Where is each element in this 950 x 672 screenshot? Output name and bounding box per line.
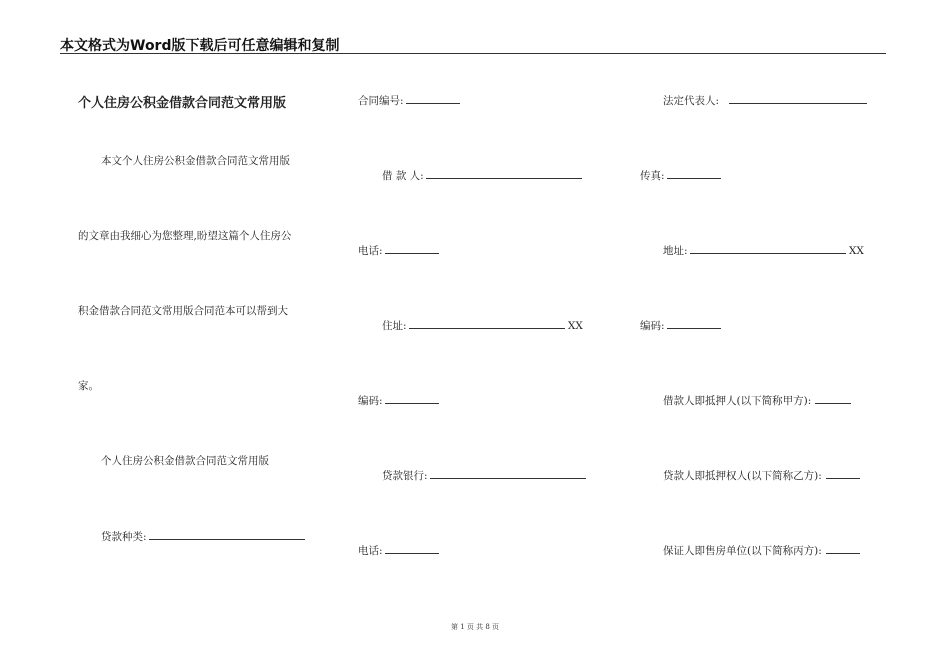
phone-field-2 xyxy=(358,543,439,558)
postcode-label-1: 编码: xyxy=(358,395,383,407)
intro-paragraph-line-2: 的文章由我细心为您整理,盼望这篇个人住房公 xyxy=(78,230,292,242)
intro-paragraph-line-1: 本文个人住房公积金借款合同范文常用版 xyxy=(101,155,290,167)
postcode-label-2: 编码: xyxy=(640,320,665,332)
guarantor-label: 保证人即售房单位(以下简称丙方): xyxy=(663,545,822,557)
borrower-label: 借 款 人: xyxy=(382,170,424,182)
contract-number-label: 合同编号: xyxy=(358,95,404,107)
legal-rep-field xyxy=(663,93,867,108)
contract-number-blank xyxy=(406,93,460,104)
fax-label: 传真: xyxy=(640,170,665,182)
residence-field xyxy=(382,318,583,333)
guarantor-field xyxy=(663,543,860,558)
document-title: 个人住房公积金借款合同范文常用版 xyxy=(78,96,287,111)
phone-label-2: 电话: xyxy=(358,545,383,557)
phone-blank-2 xyxy=(385,543,439,554)
loan-type-blank xyxy=(149,529,305,540)
loan-type-field xyxy=(101,529,305,544)
address-label: 地址: xyxy=(663,245,688,257)
postcode-field-2 xyxy=(640,318,721,333)
intro-paragraph-line-4: 家。 xyxy=(78,380,99,392)
borrower-field xyxy=(382,168,582,183)
lending-bank-field xyxy=(382,468,586,483)
postcode-field-1 xyxy=(358,393,439,408)
contract-number-field xyxy=(358,93,460,108)
legal-rep-label: 法定代表人: xyxy=(663,95,720,107)
document-header: 本文格式为Word版下载后可任意编辑和复制 xyxy=(60,38,340,54)
address-suffix: XX xyxy=(848,245,864,257)
address-blank xyxy=(690,243,846,254)
phone-blank-1 xyxy=(385,243,439,254)
fax-field xyxy=(640,168,721,183)
intro-paragraph-line-3: 积金借款合同范文常用版合同范本可以帮到大 xyxy=(78,305,288,317)
page-number: 第 1 页 共 8 页 xyxy=(450,623,500,631)
fax-blank xyxy=(667,168,721,179)
mortgagor-blank xyxy=(815,393,851,404)
residence-blank xyxy=(409,318,565,329)
mortgagee-label: 贷款人即抵押权人(以下简称乙方): xyxy=(663,470,822,482)
postcode-blank-2 xyxy=(667,318,721,329)
contract-subtitle: 个人住房公积金借款合同范文常用版 xyxy=(101,455,269,467)
address-field xyxy=(663,243,864,258)
borrower-blank xyxy=(426,168,582,179)
legal-rep-blank xyxy=(729,93,867,104)
loan-type-label: 贷款种类: xyxy=(101,531,147,543)
mortgagor-field xyxy=(663,393,851,408)
lending-bank-label: 贷款银行: xyxy=(382,470,428,482)
postcode-blank-1 xyxy=(385,393,439,404)
phone-label-1: 电话: xyxy=(358,245,383,257)
residence-suffix: XX xyxy=(567,320,583,332)
phone-field-1 xyxy=(358,243,439,258)
header-divider xyxy=(60,53,886,54)
guarantor-blank xyxy=(826,543,860,554)
mortgagee-field xyxy=(663,468,860,483)
lending-bank-blank xyxy=(430,468,586,479)
residence-label: 住址: xyxy=(382,320,407,332)
mortgagor-label: 借款人即抵押人(以下简称甲方): xyxy=(663,395,812,407)
mortgagee-blank xyxy=(826,468,860,479)
